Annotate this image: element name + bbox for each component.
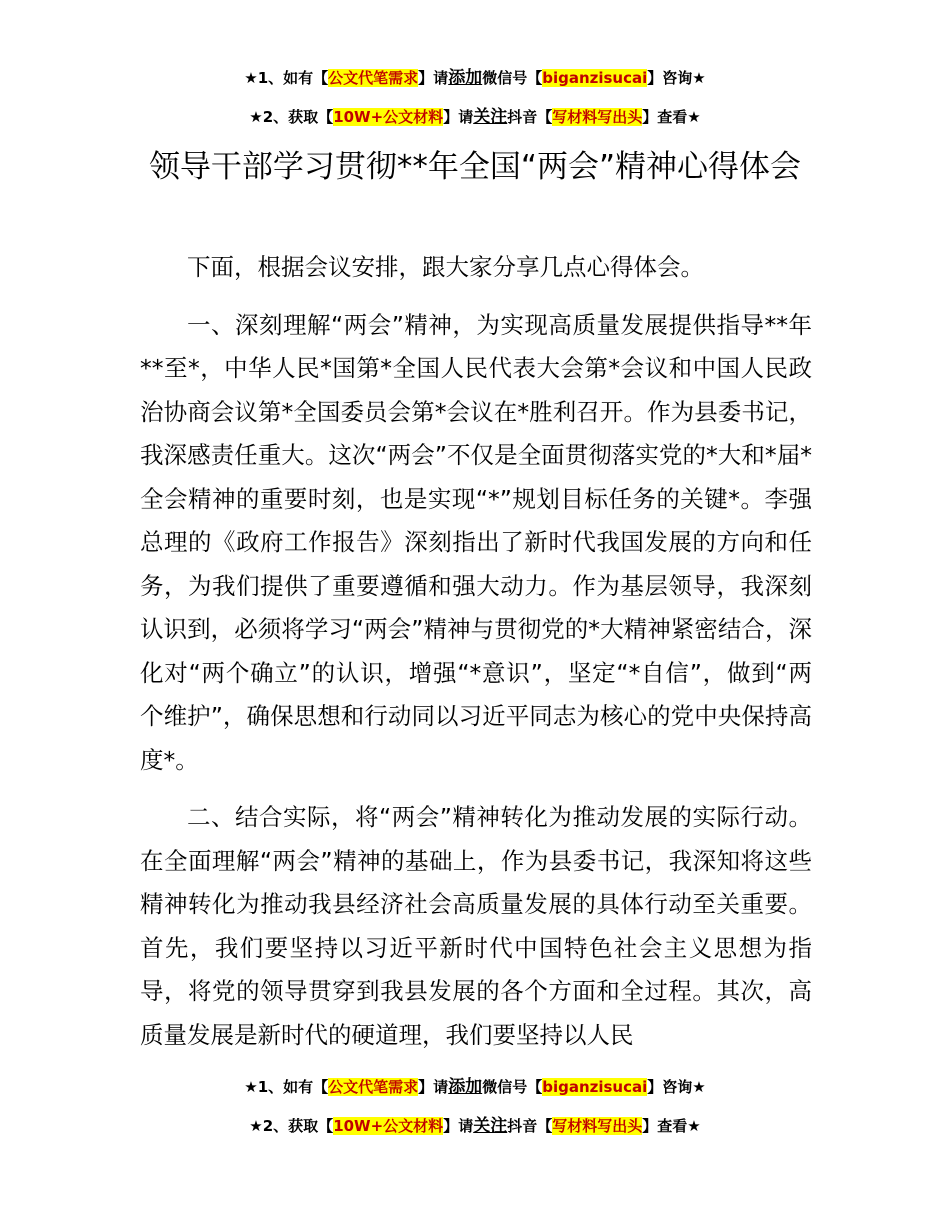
ad-highlight: 10W+公文材料 [333,108,444,126]
ad-highlight: 公文代笔需求 [328,69,419,87]
header-ad-line-2 [0,107,950,127]
ad-text: 】咨询★ [647,69,706,87]
ad-highlight-douyin: 写材料写出头 [552,108,643,126]
ad-text: 微信号【 [482,1078,543,1096]
ad-highlight-wechat: biganzisucai [542,69,648,87]
ad-text: 抖音【 [507,108,553,126]
paragraph-section-2: 二、结合实际，将“两会”精神转化为推动发展的实际行动。在全面理解“两会”精神的基础上，作为县委书记，我深知将这些精神转化为推动我县经济社会高质量发展的具体行动至关重要。首先，我们要坚持以习近平新时代中国特色社会主义思想为指导，将党的领导贯穿到我县发展的各个方面和全过程。其次，高质量发展是新时代的硬道理，我们要坚持以人民 [140,803,812,1049]
ad-text: 】请 [418,69,449,87]
ad-text: 微信号【 [482,69,543,87]
ad-underline: 关注 [473,107,508,127]
paragraph-intro: 下面，根据会议安排，跟大家分享几点心得体会。 [187,253,704,281]
document-title: 领导干部学习贯彻**年全国“两会”精神心得体会 [148,149,802,185]
ad-text: ★1、如有【 [244,1078,329,1096]
ad-highlight-wechat: biganzisucai [542,1078,648,1096]
header-ad-line-1 [0,68,950,88]
ad-text: 】请 [443,108,474,126]
ad-text: 】咨询★ [647,1078,706,1096]
ad-text: 】请 [418,1078,449,1096]
footer-ad-line-1 [0,1077,950,1097]
ad-highlight: 公文代笔需求 [328,1078,419,1096]
ad-text: 】查看★ [642,1117,701,1135]
ad-text: ★1、如有【 [244,69,329,87]
ad-underline: 关注 [473,1116,508,1136]
ad-text: 】查看★ [642,108,701,126]
ad-highlight-douyin: 写材料写出头 [552,1117,643,1135]
ad-text: ★2、获取【 [249,108,334,126]
ad-underline: 添加 [448,68,483,88]
paragraph-section-1: 一、深刻理解“两会”精神，为实现高质量发展提供指导**年**至*，中华人民*国第*全国人民代表大会第*会议和中国人民政治协商会议第*全国委员会第*会议在*胜利召开。作为县委书记，我深感责任重大。这次“两会”不仅是全面贯彻落实党的*大和*届*全会精神的重要时刻，也是实现“*”规划目标任务的关键*。李强总理的《政府工作报告》深刻指出了新时代我国发展的方向和任务，为我们提供了重要遵循和强大动力。作为基层领导，我深刻认识到，必须将学习“两会”精神与贯彻党的*大精神紧密结合，深化对“两个确立”的认识，增强“*意识”，坚定“*自信”，做到“两个维护”，确保思想和行动同以习近平同志为核心的党中央保持高度*。 [140,310,812,774]
footer-ad-line-2 [0,1116,950,1136]
ad-text: ★2、获取【 [249,1117,334,1135]
ad-highlight: 10W+公文材料 [333,1117,444,1135]
ad-text: 】请 [443,1117,474,1135]
document-body [140,246,812,1057]
ad-underline: 添加 [448,1077,483,1097]
ad-text: 抖音【 [507,1117,553,1135]
